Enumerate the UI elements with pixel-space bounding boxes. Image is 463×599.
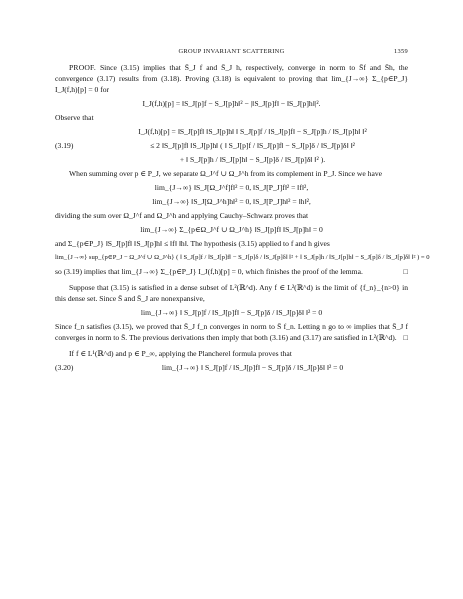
observe-text: Observe that (55, 113, 94, 122)
hypothesis-paragraph: and Σ_{p∈P_J} ‖S_J[p]f‖ ‖S_J[p]h‖ ≤ ‖f‖ ‖h‖. The hypothesis (3.15) applied to f and h gives (55, 239, 330, 248)
equation-3-19-line-1 (55, 126, 408, 137)
running-title: GROUP INVARIANT SCATTERING (178, 48, 285, 55)
page-header (55, 46, 408, 57)
equation-3-19-line-2 (55, 140, 408, 151)
equation-sum-limit: lim_{J→∞} Σ_{p∈Ω_J^f ∪ Ω_J^h} ‖S_J[p]f‖ ‖S_J[p]h‖ = 0 (140, 225, 323, 234)
summing-paragraph: When summing over p ∈ P_J, we separate Ω_J^f ∪ Ω_J^h from its complement in P_J. Since we have (69, 169, 383, 178)
equation-label-3-20: (3.20) (55, 363, 74, 372)
lemma-conclusion (55, 266, 408, 277)
proof-heading: PROOF. (69, 63, 96, 72)
qed-symbol-2: □ (403, 333, 408, 342)
plancherel-paragraph: If f ∈ L¹(ℝ^d) and p ∈ P_∞, applying the Plancherel formula proves that (69, 349, 292, 358)
equation-ij: I_J(f,h)[p] = ‖S_J[p]f − S_J[p]h‖² − |‖S_J[p]f‖ − ‖S_J[p]h‖|². (142, 99, 321, 108)
proof-paragraph-1 (55, 62, 408, 95)
convergence-paragraph (55, 321, 408, 343)
page-number: 1359 (394, 48, 408, 55)
dense-subset-paragraph: Suppose that (3.15) is satisfied in a dense subset of L²(ℝ^d). Any f ∈ L²(ℝ^d) is the limit of {f_n}_{n>0} in this dense set. Since S̄ and S̄_J are nonexpansive, (55, 283, 408, 303)
page-body (55, 62, 430, 376)
equation-limits-line-1: lim_{J→∞} ‖S_J[Ω_J^f]f‖² = 0, ‖S_J[P_J]f‖² = ‖f‖², (154, 183, 309, 192)
equation-limits-line-2: lim_{J→∞} ‖S_J[Ω_J^h]h‖² = 0, ‖S_J[P_J]h‖² = ‖h‖², (152, 197, 311, 206)
equation-3-19-line-3 (55, 154, 408, 165)
equation-nonexpansive: lim_{J→∞} ‖ S_J[p]f / ‖S_J[p]f‖ − S_J[p]δ / ‖S_J[p]δ‖ ‖² = 0 (140, 308, 323, 317)
equation-label-3-19: (3.19) (55, 141, 74, 150)
equation-3-19-second-line: ≤ 2 ‖S_J[p]f‖ ‖S_J[p]h‖ ( ‖ S_J[p]f / ‖S_J[p]f‖ − S_J[p]δ / ‖S_J[p]δ‖ ‖² (150, 141, 355, 150)
equation-sup-limit: lim_{J→∞} sup_{p∈P_J − Ω_J^f ∪ Ω_J^h} ( ‖ S_J[p]f / ‖S_J[p]f‖ − S_J[p]δ / ‖S_J[p]δ‖ ‖² + ‖ S_J[p]h / ‖S_J[p]h‖ − S_J[p]δ / ‖S_J[p]δ‖ ‖² ) = 0 (55, 254, 430, 261)
convergence-text: Since f_n satisfies (3.15), we proved that S̄_J f_n converges in norm to S̄ f_n. Letting n go to ∞ implies that S̄_J f converges in norm to S̄. The previous derivations then imply that both (3.16) and (3.17) are satisfied in L²(ℝ^d). (55, 322, 408, 342)
cauchy-schwarz-paragraph: dividing the sum over Ω_J^f and Ω_J^h and applying Cauchy–Schwarz proves that (55, 211, 309, 220)
qed-symbol: □ (403, 267, 408, 276)
equation-3-19-first-line: I_J(f,h)[p] = ‖S_J[p]f‖ ‖S_J[p]h‖ ‖ S_J[p]f / ‖S_J[p]f‖ − S_J[p]h / ‖S_J[p]h‖ ‖² (138, 127, 367, 136)
equation-3-19-third-line: + ‖ S_J[p]h / ‖S_J[p]h‖ − S_J[p]δ / ‖S_J[p]δ‖ ‖² ). (179, 155, 326, 164)
equation-3-20 (55, 362, 408, 373)
lemma-conclusion-text: so (3.19) implies that lim_{J→∞} Σ_{p∈P_J} I_J(f,h)[p] = 0, which finishes the proof of the lemma. (55, 267, 363, 276)
proof-text-1: Since (3.15) implies that S̄_J f and S̄_J h, respectively, converge in norm to S̄f and S̄h, the convergence (3.17) results from (3.18). Proving (3.18) is equivalent to proving that lim_{J→∞} Σ_{p∈P_J} I_J(f,h)[p] = 0 for (55, 63, 408, 94)
equation-3-20-content: lim_{J→∞} ‖ S_J[p]f / ‖S_J[p]f‖ − S_J[p]δ / ‖S_J[p]δ‖ ‖² = 0 (161, 363, 344, 372)
